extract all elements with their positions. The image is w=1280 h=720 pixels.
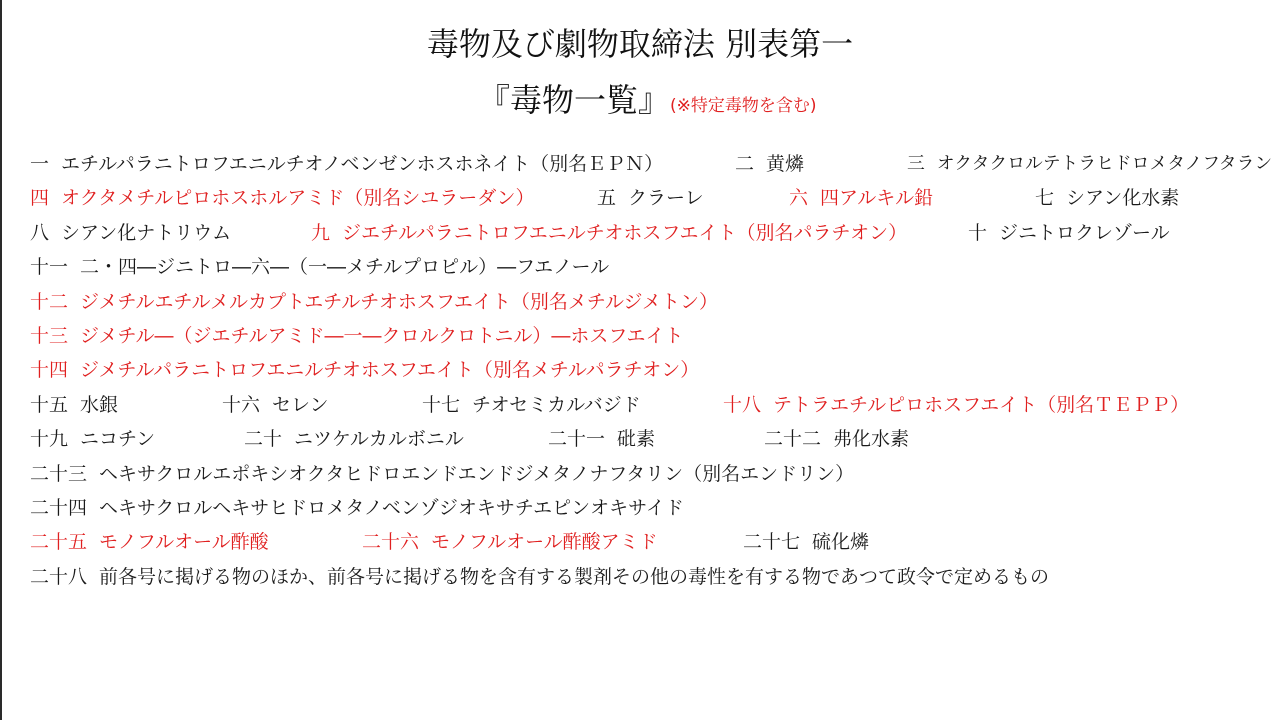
poison-item xyxy=(422,388,641,422)
poison-item-number: 十九 xyxy=(30,428,69,450)
poison-item xyxy=(907,147,1272,181)
poison-item-name: ヘキサクロルエポキシオクタヒドロエンドエンドジメタノナフタリン（別名エンドリン） xyxy=(99,463,855,485)
poison-item xyxy=(30,285,718,319)
poison-item-number: 二十一 xyxy=(548,428,606,450)
poison-item-number: 四 xyxy=(30,187,50,209)
poison-item xyxy=(764,422,909,456)
list-line xyxy=(0,525,1280,559)
poison-item-number: 十三 xyxy=(30,325,69,347)
poison-item-number: 二十 xyxy=(244,428,283,450)
poison-item xyxy=(30,457,854,491)
poison-item-number: 二十三 xyxy=(30,463,88,485)
poison-item-name: ジメチルエチルメルカプトエチルチオホスフエイト（別名メチルジメトン） xyxy=(80,291,718,313)
poison-item-name: テトラエチルピロホスフエイト（別名ＴＥＰＰ） xyxy=(773,394,1190,416)
poison-item xyxy=(30,147,663,181)
poison-item-number: 二十四 xyxy=(30,497,88,519)
list-line xyxy=(0,216,1280,250)
poison-item-name: 前各号に掲げる物のほか、前各号に掲げる物を含有する製剤その他の毒性を有する物であつて政令で定めるもの xyxy=(99,566,1050,588)
poison-item-name: モノフルオール酢酸アミド xyxy=(431,531,658,553)
poison-item-name: チオセミカルバジド xyxy=(472,394,641,416)
poison-item-name: 黄燐 xyxy=(766,153,805,175)
poison-item-name: シアン化水素 xyxy=(1066,187,1180,209)
list-line xyxy=(0,457,1280,491)
poison-item-name: オクタクロルテトラヒドロメタノフタラン xyxy=(936,153,1273,174)
poison-item-name: ジメチルパラニトロフエニルチオホスフエイト（別名メチルパラチオン） xyxy=(80,359,700,381)
poison-item-name: ヘキサクロルヘキサヒドロメタノベンゾジオキサチエピンオキサイド xyxy=(99,497,684,519)
poison-item xyxy=(30,353,699,387)
poison-item xyxy=(311,216,907,250)
poison-item-name: 弗化水素 xyxy=(833,428,910,450)
poison-item xyxy=(548,422,655,456)
poison-item xyxy=(30,560,1049,594)
poison-item xyxy=(30,181,535,215)
poison-item xyxy=(1035,181,1179,215)
poison-item-number: 九 xyxy=(311,222,331,244)
poison-item-number: 二 xyxy=(735,153,755,175)
poison-item-name: 水銀 xyxy=(80,394,119,416)
poison-item-name: 四アルキル鉛 xyxy=(820,187,934,209)
subtitle-note: (※特定毒物を含む) xyxy=(670,96,817,116)
poison-item xyxy=(244,422,464,456)
poison-item-number: 十八 xyxy=(723,394,762,416)
list-line xyxy=(0,285,1280,319)
poison-item-name: ジエチルパラニトロフエニルチオホスフエイト（別名パラチオン） xyxy=(342,222,908,244)
poison-item-number: 十 xyxy=(968,222,988,244)
list-line xyxy=(0,560,1280,594)
poison-item-name: モノフルオール酢酸 xyxy=(99,531,269,553)
poison-item-name: シアン化ナトリウム xyxy=(61,222,232,244)
poison-item-name: ジニトロクレゾール xyxy=(999,222,1170,244)
poison-item xyxy=(30,250,609,284)
poison-item-number: 七 xyxy=(1035,187,1055,209)
poison-item-number: 五 xyxy=(597,187,617,209)
poison-item-name: ニコチン xyxy=(80,428,156,450)
poison-item xyxy=(30,491,684,525)
poison-item-name: クラーレ xyxy=(628,187,704,209)
poison-item-number: 十六 xyxy=(222,394,261,416)
poison-item-number: 三 xyxy=(907,153,925,174)
poison-item-name: ニツケルカルボニル xyxy=(294,428,464,450)
poison-item-number: 十五 xyxy=(30,394,69,416)
poison-item xyxy=(743,525,869,559)
poison-item-number: 一 xyxy=(30,153,50,175)
poison-item-number: 十二 xyxy=(30,291,69,313)
poison-item-number: 二十七 xyxy=(743,531,801,553)
poison-item-number: 十四 xyxy=(30,359,69,381)
poison-item xyxy=(735,147,804,181)
poison-item-number: 八 xyxy=(30,222,50,244)
list-line xyxy=(0,147,1280,181)
poison-item-number: 二十八 xyxy=(30,566,88,588)
poison-item xyxy=(30,422,155,456)
poison-item-number: 十七 xyxy=(422,394,461,416)
list-line xyxy=(0,422,1280,456)
poison-item-number: 二十二 xyxy=(764,428,822,450)
list-line xyxy=(0,181,1280,215)
poison-item xyxy=(789,181,933,215)
poison-item-name: 硫化燐 xyxy=(812,531,870,553)
list-line xyxy=(0,250,1280,284)
poison-item-number: 六 xyxy=(789,187,809,209)
poison-item xyxy=(723,388,1189,422)
poison-item xyxy=(362,525,658,559)
poison-item-name: オクタメチルピロホスホルアミド（別名シユラーダン） xyxy=(61,187,535,209)
page-title: 毒物及び劇物取締法 別表第一 xyxy=(426,25,854,63)
poison-item xyxy=(30,216,231,250)
poison-item-name: セレン xyxy=(272,394,329,416)
poison-item-number: 十一 xyxy=(30,256,69,278)
poison-item xyxy=(222,388,329,422)
poison-item-name: 二・四―ジニトロ―六―（一―メチルプロピル）―フエノール xyxy=(80,256,610,278)
subtitle-main: 『毒物一覧』 xyxy=(478,81,671,119)
list-line xyxy=(0,388,1280,422)
poison-item xyxy=(30,319,683,353)
poison-item-name: ジメチル―（ジエチルアミド―一―クロルクロトニル）―ホスフエイト xyxy=(80,325,684,347)
poison-item-number: 二十五 xyxy=(30,531,88,553)
poison-item-number: 二十六 xyxy=(362,531,420,553)
poison-item-name: 砒素 xyxy=(617,428,656,450)
poison-item xyxy=(30,525,269,559)
poison-item xyxy=(968,216,1170,250)
list-line xyxy=(0,353,1280,387)
list-line xyxy=(0,319,1280,353)
poison-item xyxy=(30,388,118,422)
list-line xyxy=(0,491,1280,525)
poison-item xyxy=(597,181,704,215)
poison-item-name: エチルパラニトロフエニルチオノベンゼンホスホネイト（別名ＥＰＮ） xyxy=(61,153,664,175)
